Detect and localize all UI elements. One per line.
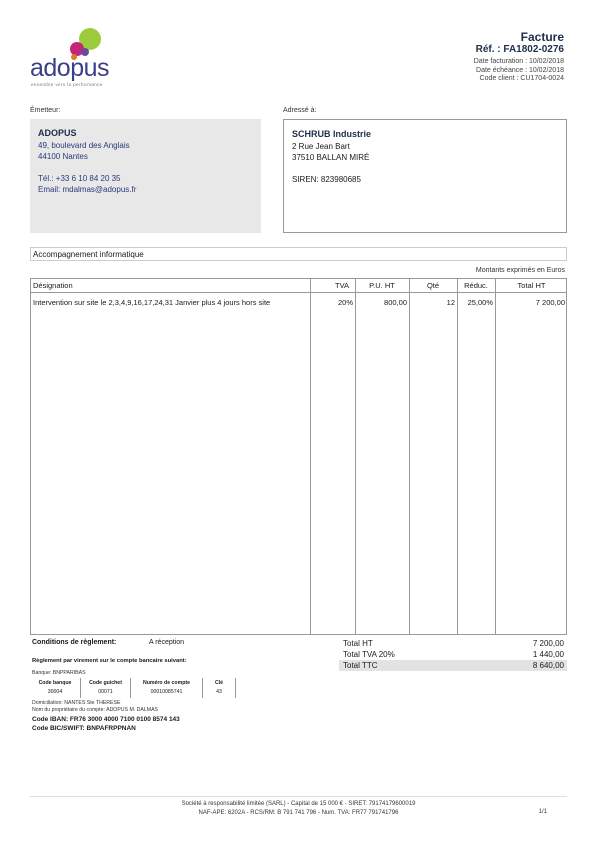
cle-cell — [203, 678, 236, 698]
domiciliation — [32, 700, 158, 714]
bank-name: Banque: BNPPARIBAS — [32, 670, 86, 676]
destinataire-label: Adressé à: — [283, 107, 317, 114]
row-tva: 20% — [337, 298, 353, 307]
domiciliation-line: Domiciliation: NANTES Ste THERESE — [32, 700, 121, 706]
guichet-header: Code guichet — [89, 680, 122, 686]
bank-details-grid — [30, 678, 236, 698]
footer-line2: NAF-APE: 6202A - RCS/RM: B 791 741 796 - Num. TVA: FR77 791741796 — [198, 809, 399, 816]
invoice-reference: Réf. : FA1802-0276 — [475, 44, 564, 55]
total-ttc-label: Total TTC — [343, 661, 378, 670]
conditions-label: Conditions de règlement: — [32, 639, 117, 646]
destinataire-siren: SIREN: 823980685 — [292, 175, 361, 184]
emetteur-name: ADOPUS — [38, 128, 77, 138]
col-reduc-header: Réduc. — [464, 281, 488, 290]
destinataire-address1: 2 Rue Jean Bart — [292, 142, 350, 151]
bank-code-cell — [30, 678, 81, 698]
emetteur-email: Email: mdalmas@adopus.fr — [38, 185, 137, 194]
emetteur-address2: 44100 Nantes — [38, 152, 88, 161]
col-divider — [409, 279, 410, 634]
account-owner-line: Nom du propriétaire du compte: ADOPUS M. DALMAS — [32, 707, 158, 713]
row-reduc: 25,00% — [467, 298, 493, 307]
guichet-value: 00071 — [98, 689, 113, 695]
legal-footer — [30, 800, 567, 817]
cle-value: 43 — [216, 689, 222, 695]
virement-label: Règlement par virement sur le compte bancaire suivant: — [32, 658, 187, 664]
date-echeance: Date échéance : 10/02/2018 — [476, 66, 564, 74]
destinataire-name: SCHRUB Industrie — [292, 129, 372, 139]
total-tva-value: 1 440,00 — [532, 650, 564, 659]
bank-code-header: Code banque — [38, 680, 72, 686]
row-pu-ht: 800,00 — [384, 298, 407, 307]
col-total-header: Total HT — [517, 281, 546, 290]
total-ttc-value: 8 640,00 — [532, 661, 564, 670]
code-client: Code client : CU1704-0024 — [479, 75, 564, 82]
row-total-ht: 7 200,00 — [535, 298, 565, 307]
footer-divider — [30, 796, 567, 797]
currency-note: Montants exprimés en Euros — [475, 267, 565, 274]
iban-bic — [32, 715, 180, 733]
col-designation-header: Désignation — [33, 281, 73, 290]
cle-header: Clé — [214, 680, 224, 686]
col-divider — [495, 279, 496, 634]
emetteur-address1: 49, boulevard des Anglais — [38, 141, 130, 150]
total-ht-label: Total HT — [343, 639, 373, 648]
invoice-subject: Accompagnement informatique — [30, 247, 567, 261]
account-value: 00010085741 — [150, 689, 183, 695]
account-cell — [131, 678, 203, 698]
document-title: Facture — [520, 30, 564, 44]
bic-line: Code BIC/SWIFT: BNPAFRPPNAN — [32, 725, 136, 732]
col-divider — [457, 279, 458, 634]
emetteur-tel: Tél.: +33 6 10 84 20 35 — [38, 174, 121, 183]
bank-code-value: 30004 — [47, 689, 63, 695]
conditions-value: A réception — [149, 639, 185, 646]
destinataire-address2: 37510 BALLAN MIRÉ — [292, 153, 370, 162]
date-facturation: Date facturation : 10/02/2018 — [473, 58, 564, 65]
invoice-meta — [474, 58, 564, 84]
account-header: Numéro de compte — [143, 680, 190, 686]
total-ht-row — [339, 638, 567, 649]
iban-line: Code IBAN: FR76 3000 4000 7100 0100 8574 143 — [32, 716, 180, 723]
total-ht-value: 7 200,00 — [532, 639, 564, 648]
invoice-lines-table — [30, 278, 567, 635]
row-qte: 12 — [446, 298, 455, 307]
guichet-cell — [81, 678, 131, 698]
total-tva-label: Total TVA 20% — [343, 650, 395, 659]
destinataire-box — [283, 119, 567, 233]
total-ttc-row — [339, 660, 567, 671]
col-pu-header: P.U. HT — [369, 281, 395, 290]
logo-text: adopus — [30, 54, 110, 82]
emetteur-box — [30, 119, 261, 233]
table-header — [31, 279, 566, 293]
col-divider — [355, 279, 356, 634]
logo-tagline: ensemble vers la performance — [31, 82, 103, 87]
footer-line1: Société à responsabilité limitée (SARL) - Capital de 15 000 € - SIRET: 79174179600019 — [181, 801, 416, 807]
total-tva-row — [339, 649, 567, 660]
col-divider — [310, 279, 311, 634]
company-logo — [30, 26, 130, 92]
row-designation: Intervention sur site le 2,3,4,9,16,17,24,31 Janvier plus 4 jours hors site — [33, 298, 271, 307]
page-number: 1/1 — [538, 809, 547, 815]
col-tva-header: TVA — [334, 281, 350, 290]
col-qte-header: Qté — [426, 281, 440, 290]
emetteur-label: Émetteur: — [30, 107, 61, 114]
